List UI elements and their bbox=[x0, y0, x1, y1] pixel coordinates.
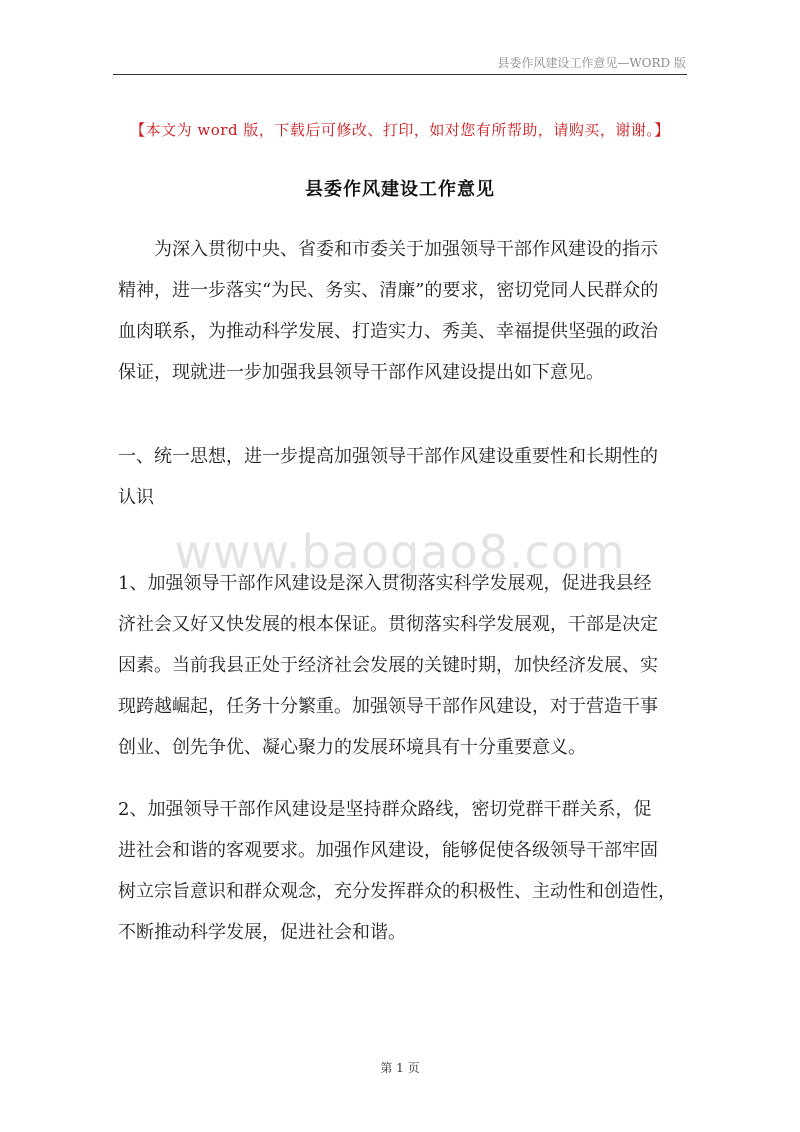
paragraph-line: 树立宗旨意识和群众观念，充分发挥群众的积极性、主动性和创造性， bbox=[118, 881, 676, 902]
paragraph-line: 为深入贯彻中央、省委和市委关于加强领导干部作风建设的指示 bbox=[154, 239, 658, 260]
header-divider bbox=[113, 74, 687, 75]
paragraph-line: 2、加强领导干部作风建设是坚持群众路线，密切党群干群关系，促 bbox=[118, 799, 652, 820]
purchase-notice: 【本文为 word 版，下载后可修改、打印，如对您有所帮助，请购买，谢谢。】 bbox=[130, 121, 670, 139]
paragraph-line: 不断推动科学发展，促进社会和谐。 bbox=[118, 922, 406, 943]
paragraph-line: 认识 bbox=[118, 487, 154, 508]
intro-paragraph bbox=[118, 229, 686, 393]
document-title: 县委作风建设工作意见 bbox=[305, 179, 495, 200]
item-paragraph-2 bbox=[118, 789, 686, 953]
paragraph-line: 血肉联系，为推动科学发展、打造实力、秀美、幸福提供坚强的政治 bbox=[118, 321, 658, 342]
paragraph-line: 创业、创先争优、凝心聚力的发展环境具有十分重要意义。 bbox=[118, 737, 586, 758]
item-paragraph-1 bbox=[118, 563, 686, 768]
running-header: 县委作风建设工作意见—WORD 版 bbox=[497, 56, 686, 70]
paragraph-line: 1、加强领导干部作风建设是深入贯彻落实科学发展观，促进我县经 bbox=[118, 573, 652, 594]
paragraph-line: 保证，现就进一步加强我县领导干部作风建设提出如下意见。 bbox=[118, 362, 604, 383]
watermark: www.baogao8.com bbox=[174, 525, 626, 579]
section-heading-1 bbox=[118, 436, 686, 518]
paragraph-line: 进社会和谐的客观要求。加强作风建设，能够促使各级领导干部牢固 bbox=[118, 840, 658, 861]
page-number: 第 1 页 bbox=[380, 1061, 420, 1075]
paragraph-line: 一、统一思想，进一步提高加强领导干部作风建设重要性和长期性的 bbox=[118, 446, 658, 467]
paragraph-line: 现跨越崛起，任务十分繁重。加强领导干部作风建设，对于营造干事 bbox=[118, 696, 658, 717]
paragraph-line: 精神，进一步落实“为民、务实、清廉”的要求，密切党同人民群众的 bbox=[118, 280, 659, 301]
paragraph-line: 济社会又好又快发展的根本保证。贯彻落实科学发展观，干部是决定 bbox=[118, 614, 658, 635]
paragraph-line: 因素。当前我县正处于经济社会发展的关键时期，加快经济发展、实 bbox=[118, 655, 658, 676]
